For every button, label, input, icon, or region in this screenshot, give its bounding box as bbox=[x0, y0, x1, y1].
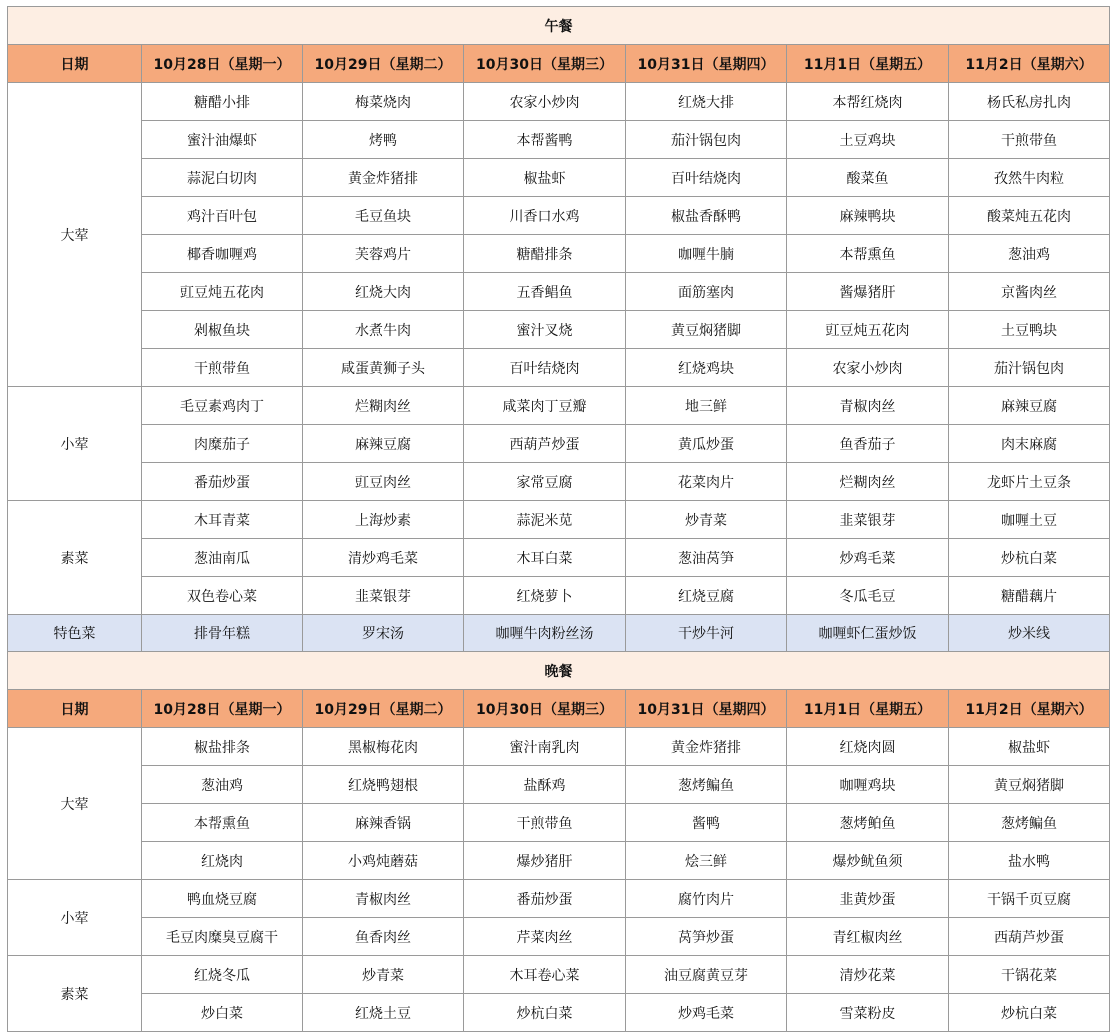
table-row bbox=[8, 956, 1110, 994]
lunch-title: 午餐 bbox=[8, 7, 1110, 45]
dish-cell: 红烧鸡块 bbox=[626, 349, 787, 387]
special-dish-cell: 罗宋汤 bbox=[303, 615, 464, 652]
dish-cell: 面筋塞肉 bbox=[626, 273, 787, 311]
table-row bbox=[8, 425, 1110, 463]
dish-cell: 炒杭白菜 bbox=[464, 994, 626, 1032]
dish-cell: 青椒肉丝 bbox=[787, 387, 949, 425]
dish-cell: 木耳白菜 bbox=[464, 539, 626, 577]
dish-cell: 黄金炸猪排 bbox=[303, 159, 464, 197]
day-header: 10月29日（星期二） bbox=[303, 690, 464, 728]
dish-cell: 芙蓉鸡片 bbox=[303, 235, 464, 273]
category-label: 小荤 bbox=[8, 880, 142, 956]
dish-cell: 糖醋藕片 bbox=[949, 577, 1110, 615]
dish-cell: 爆炒猪肝 bbox=[464, 842, 626, 880]
table-row bbox=[8, 83, 1110, 121]
dish-cell: 糖醋小排 bbox=[142, 83, 303, 121]
date-header: 日期 bbox=[8, 45, 142, 83]
dish-cell: 西葫芦炒蛋 bbox=[949, 918, 1110, 956]
dish-cell: 麻辣豆腐 bbox=[949, 387, 1110, 425]
dish-cell: 土豆鸡块 bbox=[787, 121, 949, 159]
dish-cell: 木耳卷心菜 bbox=[464, 956, 626, 994]
dish-cell: 咖喱土豆 bbox=[949, 501, 1110, 539]
dish-cell: 莴笋炒蛋 bbox=[626, 918, 787, 956]
dish-cell: 茄汁锅包肉 bbox=[626, 121, 787, 159]
day-header: 10月28日（星期一） bbox=[142, 45, 303, 83]
dish-cell: 炒白菜 bbox=[142, 994, 303, 1032]
dish-cell: 干煎带鱼 bbox=[464, 804, 626, 842]
dish-cell: 黄豆焖猪脚 bbox=[626, 311, 787, 349]
dish-cell: 黄豆焖猪脚 bbox=[949, 766, 1110, 804]
dish-cell: 蒜泥白切肉 bbox=[142, 159, 303, 197]
dish-cell: 椒盐虾 bbox=[949, 728, 1110, 766]
category-label: 小荤 bbox=[8, 387, 142, 501]
dish-cell: 韭菜银芽 bbox=[787, 501, 949, 539]
dish-cell: 红烧土豆 bbox=[303, 994, 464, 1032]
dish-cell: 本帮酱鸭 bbox=[464, 121, 626, 159]
dish-cell: 肉末麻腐 bbox=[949, 425, 1110, 463]
day-header: 10月31日（星期四） bbox=[626, 45, 787, 83]
category-label: 素菜 bbox=[8, 501, 142, 615]
day-header: 11月2日（星期六） bbox=[949, 45, 1110, 83]
dish-cell: 炒青菜 bbox=[626, 501, 787, 539]
dish-cell: 盐酥鸡 bbox=[464, 766, 626, 804]
special-dish-cell: 咖喱牛肉粉丝汤 bbox=[464, 615, 626, 652]
dish-cell: 肉糜茄子 bbox=[142, 425, 303, 463]
dish-cell: 炒杭白菜 bbox=[949, 994, 1110, 1032]
special-dish-cell: 炒米线 bbox=[949, 615, 1110, 652]
dish-cell: 麻辣豆腐 bbox=[303, 425, 464, 463]
dish-cell: 木耳青菜 bbox=[142, 501, 303, 539]
lunch-header-row bbox=[8, 45, 1110, 83]
dish-cell: 麻辣鸭块 bbox=[787, 197, 949, 235]
table-row bbox=[8, 159, 1110, 197]
category-label: 大荤 bbox=[8, 728, 142, 880]
dish-cell: 剁椒鱼块 bbox=[142, 311, 303, 349]
special-dish-cell: 干炒牛河 bbox=[626, 615, 787, 652]
dish-cell: 椰香咖喱鸡 bbox=[142, 235, 303, 273]
dish-cell: 毛豆素鸡肉丁 bbox=[142, 387, 303, 425]
table-row bbox=[8, 539, 1110, 577]
table-row bbox=[8, 273, 1110, 311]
dish-cell: 椒盐香酥鸭 bbox=[626, 197, 787, 235]
dish-cell: 豇豆肉丝 bbox=[303, 463, 464, 501]
dish-cell: 豇豆炖五花肉 bbox=[142, 273, 303, 311]
dish-cell: 五香鲳鱼 bbox=[464, 273, 626, 311]
menu-table-body bbox=[8, 7, 1110, 1032]
dish-cell: 本帮红烧肉 bbox=[787, 83, 949, 121]
special-dish-cell: 咖喱虾仁蛋炒饭 bbox=[787, 615, 949, 652]
dish-cell: 水煮牛肉 bbox=[303, 311, 464, 349]
dish-cell: 百叶结烧肉 bbox=[464, 349, 626, 387]
day-header: 11月1日（星期五） bbox=[787, 690, 949, 728]
dish-cell: 炒青菜 bbox=[303, 956, 464, 994]
dish-cell: 炒鸡毛菜 bbox=[626, 994, 787, 1032]
dish-cell: 茄汁锅包肉 bbox=[949, 349, 1110, 387]
table-row bbox=[8, 842, 1110, 880]
date-header: 日期 bbox=[8, 690, 142, 728]
dish-cell: 烩三鲜 bbox=[626, 842, 787, 880]
dish-cell: 杨氏私房扎肉 bbox=[949, 83, 1110, 121]
dish-cell: 葱烤鲌鱼 bbox=[787, 804, 949, 842]
dish-cell: 红烧冬瓜 bbox=[142, 956, 303, 994]
dish-cell: 青红椒肉丝 bbox=[787, 918, 949, 956]
dish-cell: 烤鸭 bbox=[303, 121, 464, 159]
dish-cell: 清炒花菜 bbox=[787, 956, 949, 994]
dish-cell: 干锅千页豆腐 bbox=[949, 880, 1110, 918]
dish-cell: 葱油南瓜 bbox=[142, 539, 303, 577]
dish-cell: 酱爆猪肝 bbox=[787, 273, 949, 311]
dish-cell: 梅菜烧肉 bbox=[303, 83, 464, 121]
category-label: 素菜 bbox=[8, 956, 142, 1032]
dinner-title: 晚餐 bbox=[8, 652, 1110, 690]
dish-cell: 百叶结烧肉 bbox=[626, 159, 787, 197]
dish-cell: 京酱肉丝 bbox=[949, 273, 1110, 311]
dish-cell: 番茄炒蛋 bbox=[464, 880, 626, 918]
dish-cell: 红烧鸭翅根 bbox=[303, 766, 464, 804]
dish-cell: 番茄炒蛋 bbox=[142, 463, 303, 501]
day-header: 10月29日（星期二） bbox=[303, 45, 464, 83]
dish-cell: 地三鲜 bbox=[626, 387, 787, 425]
table-row bbox=[8, 197, 1110, 235]
dish-cell: 麻辣香锅 bbox=[303, 804, 464, 842]
dish-cell: 鸡汁百叶包 bbox=[142, 197, 303, 235]
dish-cell: 蒜泥米苋 bbox=[464, 501, 626, 539]
dish-cell: 农家小炒肉 bbox=[787, 349, 949, 387]
dish-cell: 花菜肉片 bbox=[626, 463, 787, 501]
dish-cell: 酸菜炖五花肉 bbox=[949, 197, 1110, 235]
dish-cell: 黄金炸猪排 bbox=[626, 728, 787, 766]
dish-cell: 炒杭白菜 bbox=[949, 539, 1110, 577]
table-row bbox=[8, 918, 1110, 956]
dish-cell: 干锅花菜 bbox=[949, 956, 1110, 994]
dish-cell: 炒鸡毛菜 bbox=[787, 539, 949, 577]
dinner-header-row bbox=[8, 690, 1110, 728]
dish-cell: 葱油莴笋 bbox=[626, 539, 787, 577]
dish-cell: 红烧大肉 bbox=[303, 273, 464, 311]
dish-cell: 干煎带鱼 bbox=[949, 121, 1110, 159]
dish-cell: 鱼香肉丝 bbox=[303, 918, 464, 956]
dish-cell: 小鸡炖蘑菇 bbox=[303, 842, 464, 880]
dish-cell: 咖喱牛腩 bbox=[626, 235, 787, 273]
dish-cell: 上海炒素 bbox=[303, 501, 464, 539]
dish-cell: 雪菜粉皮 bbox=[787, 994, 949, 1032]
dish-cell: 烂糊肉丝 bbox=[303, 387, 464, 425]
dish-cell: 腐竹肉片 bbox=[626, 880, 787, 918]
dish-cell: 红烧萝卜 bbox=[464, 577, 626, 615]
dish-cell: 葱油鸡 bbox=[949, 235, 1110, 273]
dish-cell: 蜜汁南乳肉 bbox=[464, 728, 626, 766]
dish-cell: 干煎带鱼 bbox=[142, 349, 303, 387]
table-row bbox=[8, 311, 1110, 349]
dish-cell: 青椒肉丝 bbox=[303, 880, 464, 918]
dish-cell: 本帮熏鱼 bbox=[142, 804, 303, 842]
dish-cell: 烂糊肉丝 bbox=[787, 463, 949, 501]
special-dish-cell: 排骨年糕 bbox=[142, 615, 303, 652]
table-row bbox=[8, 728, 1110, 766]
dish-cell: 咸菜肉丁豆瓣 bbox=[464, 387, 626, 425]
day-header: 10月31日（星期四） bbox=[626, 690, 787, 728]
dish-cell: 冬瓜毛豆 bbox=[787, 577, 949, 615]
dinner-banner-row bbox=[8, 652, 1110, 690]
day-header: 10月28日（星期一） bbox=[142, 690, 303, 728]
dish-cell: 咸蛋黄狮子头 bbox=[303, 349, 464, 387]
lunch-banner-row bbox=[8, 7, 1110, 45]
dish-cell: 红烧大排 bbox=[626, 83, 787, 121]
dish-cell: 红烧肉圆 bbox=[787, 728, 949, 766]
dish-cell: 咖喱鸡块 bbox=[787, 766, 949, 804]
table-row bbox=[8, 121, 1110, 159]
table-row bbox=[8, 501, 1110, 539]
dish-cell: 红烧肉 bbox=[142, 842, 303, 880]
dish-cell: 黑椒梅花肉 bbox=[303, 728, 464, 766]
dish-cell: 农家小炒肉 bbox=[464, 83, 626, 121]
dish-cell: 酱鸭 bbox=[626, 804, 787, 842]
table-row bbox=[8, 994, 1110, 1032]
dish-cell: 川香口水鸡 bbox=[464, 197, 626, 235]
dish-cell: 鱼香茄子 bbox=[787, 425, 949, 463]
dish-cell: 椒盐虾 bbox=[464, 159, 626, 197]
table-row bbox=[8, 577, 1110, 615]
dish-cell: 清炒鸡毛菜 bbox=[303, 539, 464, 577]
table-row bbox=[8, 349, 1110, 387]
table-row bbox=[8, 766, 1110, 804]
dish-cell: 本帮熏鱼 bbox=[787, 235, 949, 273]
dish-cell: 红烧豆腐 bbox=[626, 577, 787, 615]
dish-cell: 椒盐排条 bbox=[142, 728, 303, 766]
dish-cell: 豇豆炖五花肉 bbox=[787, 311, 949, 349]
lunch-special-row bbox=[8, 615, 1110, 652]
dish-cell: 鸭血烧豆腐 bbox=[142, 880, 303, 918]
special-label: 特色菜 bbox=[8, 615, 142, 652]
dish-cell: 芹菜肉丝 bbox=[464, 918, 626, 956]
menu-table bbox=[7, 6, 1110, 1032]
dish-cell: 西葫芦炒蛋 bbox=[464, 425, 626, 463]
dish-cell: 爆炒鱿鱼须 bbox=[787, 842, 949, 880]
dish-cell: 毛豆肉糜臭豆腐干 bbox=[142, 918, 303, 956]
dish-cell: 孜然牛肉粒 bbox=[949, 159, 1110, 197]
dish-cell: 蜜汁叉烧 bbox=[464, 311, 626, 349]
dish-cell: 葱油鸡 bbox=[142, 766, 303, 804]
table-row bbox=[8, 804, 1110, 842]
dish-cell: 油豆腐黄豆芽 bbox=[626, 956, 787, 994]
table-row bbox=[8, 235, 1110, 273]
table-row bbox=[8, 387, 1110, 425]
dish-cell: 龙虾片土豆条 bbox=[949, 463, 1110, 501]
dish-cell: 糖醋排条 bbox=[464, 235, 626, 273]
dish-cell: 土豆鸭块 bbox=[949, 311, 1110, 349]
dish-cell: 盐水鸭 bbox=[949, 842, 1110, 880]
day-header: 11月1日（星期五） bbox=[787, 45, 949, 83]
category-label: 大荤 bbox=[8, 83, 142, 387]
day-header: 10月30日（星期三） bbox=[464, 690, 626, 728]
table-row bbox=[8, 880, 1110, 918]
dish-cell: 葱烤鳊鱼 bbox=[626, 766, 787, 804]
dish-cell: 韭菜银芽 bbox=[303, 577, 464, 615]
day-header: 10月30日（星期三） bbox=[464, 45, 626, 83]
dish-cell: 双色卷心菜 bbox=[142, 577, 303, 615]
day-header: 11月2日（星期六） bbox=[949, 690, 1110, 728]
dish-cell: 黄瓜炒蛋 bbox=[626, 425, 787, 463]
table-row bbox=[8, 463, 1110, 501]
dish-cell: 毛豆鱼块 bbox=[303, 197, 464, 235]
dish-cell: 葱烤鳊鱼 bbox=[949, 804, 1110, 842]
dish-cell: 酸菜鱼 bbox=[787, 159, 949, 197]
dish-cell: 韭黄炒蛋 bbox=[787, 880, 949, 918]
dish-cell: 家常豆腐 bbox=[464, 463, 626, 501]
dish-cell: 蜜汁油爆虾 bbox=[142, 121, 303, 159]
